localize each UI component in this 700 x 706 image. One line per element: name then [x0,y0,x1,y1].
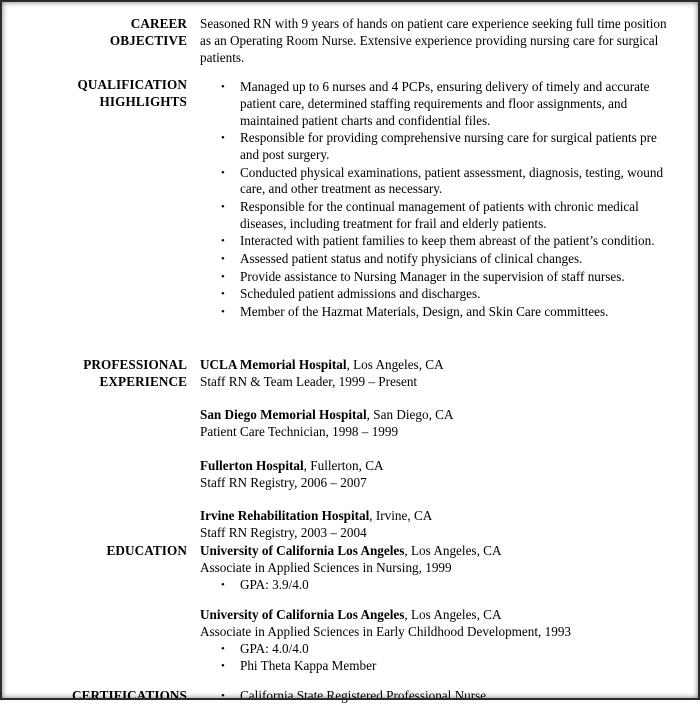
bullet-icon: • [221,642,225,655]
bullet-icon: • [221,270,225,283]
list-item [200,79,670,129]
job-org [200,407,670,424]
list-item [200,641,670,658]
career-objective-label [30,16,187,50]
bullet-icon: • [221,132,225,145]
qualification-highlights-label [30,77,187,111]
professional-experience-content [200,357,670,559]
list-item-text: Provide assistance to Nursing Manager in the supervision of staff nurses. [240,268,625,284]
label-line: EDUCATION [106,543,187,558]
list-item-text: Managed up to 6 nurses and 4 PCPs, ensuring delivery of timely and accurate patient care, determined staffing requirements and floor assignments, and maintained patient charts and confidential files. [240,79,650,128]
certifications-label [30,688,187,705]
list-item [200,199,670,233]
job-org [200,458,670,475]
qualification-highlights-content [200,79,670,321]
bullet-icon: • [221,166,225,179]
job-role: Staff RN Registry, 2006 – 2007 [200,474,367,490]
objective-text: Seasoned RN with 9 years of hands on patient care experience seeking full time position as an Operating Room Nurse. Extensive experience providing nursing care for surgical patients. [200,16,667,65]
education-org [200,607,670,624]
employer-location: , Irvine, CA [369,508,433,524]
bullet-icon: • [221,578,225,591]
label-line: QUALIFICATION [77,77,187,92]
job-entry [200,458,670,492]
list-item-text: Responsible for providing comprehensive nursing care for surgical patients pre and post surgery. [240,130,657,162]
education-bullets [200,641,670,675]
education-entry [200,543,670,593]
job-entry [200,508,670,542]
list-item-text: GPA: 3.9/4.0 [240,576,309,592]
list-item [200,251,670,268]
certifications-list [200,688,670,705]
education-org [200,543,670,560]
list-item [200,286,670,303]
employer-name: San Diego Memorial Hospital [200,407,367,423]
career-objective-content [200,16,670,66]
label-line: OBJECTIVE [109,32,187,48]
job-role: Staff RN Registry, 2003 – 2004 [200,524,367,540]
list-item [200,658,670,675]
bullet-icon: • [221,690,225,702]
list-item-text: Scheduled patient admissions and discharges. [240,286,481,302]
education-content [200,543,670,689]
certifications-content [200,688,670,706]
school-location: , Los Angeles, CA [404,543,502,558]
label-line: EXPERIENCE [99,373,187,389]
job-org [200,508,670,525]
education-entry [200,607,670,674]
bullet-icon: • [221,252,225,265]
education-bullets [200,577,670,594]
school-location: , Los Angeles, CA [404,607,502,623]
employer-location: , San Diego, CA [366,407,454,423]
list-item-text: GPA: 4.0/4.0 [240,640,309,656]
list-item [200,165,670,199]
job-entry [200,357,670,391]
label-line: CERTIFICATIONS [71,688,187,703]
job-role: Patient Care Technician, 1998 – 1999 [200,424,399,440]
list-item [200,130,670,164]
job-org [200,357,670,374]
education-label [30,543,187,560]
bullet-icon: • [221,288,225,301]
school-name: University of California Los Angeles [200,543,405,558]
list-item-text: Phi Theta Kappa Member [240,657,377,673]
list-item-text: Conducted physical examinations, patient assessment, diagnosis, testing, wound care, and other treatment as necessary. [240,164,664,197]
degree: Associate in Applied Sciences in Early Childhood Development, 1993 [200,624,572,640]
list-item-text: California State Registered Professional Nurse [240,688,487,703]
label-line: PROFESSIONAL [83,357,187,372]
bullet-icon: • [221,235,225,248]
professional-experience-label [30,357,187,391]
list-item-text: Responsible for the continual management of patients with chronic medical diseases, including treatment for frail and elderly patients. [240,198,639,231]
list-item-text: Assessed patient status and notify physicians of clinical changes. [240,250,583,266]
qualification-list [200,79,670,321]
employer-name: UCLA Memorial Hospital [200,357,347,372]
list-item [200,233,670,250]
school-name: University of California Los Angeles [200,607,405,623]
bullet-icon: • [221,305,225,318]
employer-name: Irvine Rehabilitation Hospital [200,508,370,524]
list-item [200,269,670,286]
label-line: HIGHLIGHTS [99,93,187,109]
list-item [200,577,670,594]
bullet-icon: • [221,200,225,213]
job-role: Staff RN & Team Leader, 1999 – Present [200,373,418,389]
list-item-text: Interacted with patient families to keep them abreast of the patient’s condition. [240,233,655,249]
bullet-icon: • [221,659,225,672]
employer-location: , Los Angeles, CA [346,357,444,372]
degree: Associate in Applied Sciences in Nursing, 1999 [200,559,452,575]
employer-name: Fullerton Hospital [200,457,304,473]
list-item [200,688,670,705]
label-line: CAREER [130,16,187,31]
list-item [200,304,670,321]
employer-location: , Fullerton, CA [303,457,384,473]
bullet-icon: • [221,81,225,93]
job-entry [200,407,670,441]
list-item-text: Member of the Hazmat Materials, Design, and Skin Care committees. [240,303,609,319]
